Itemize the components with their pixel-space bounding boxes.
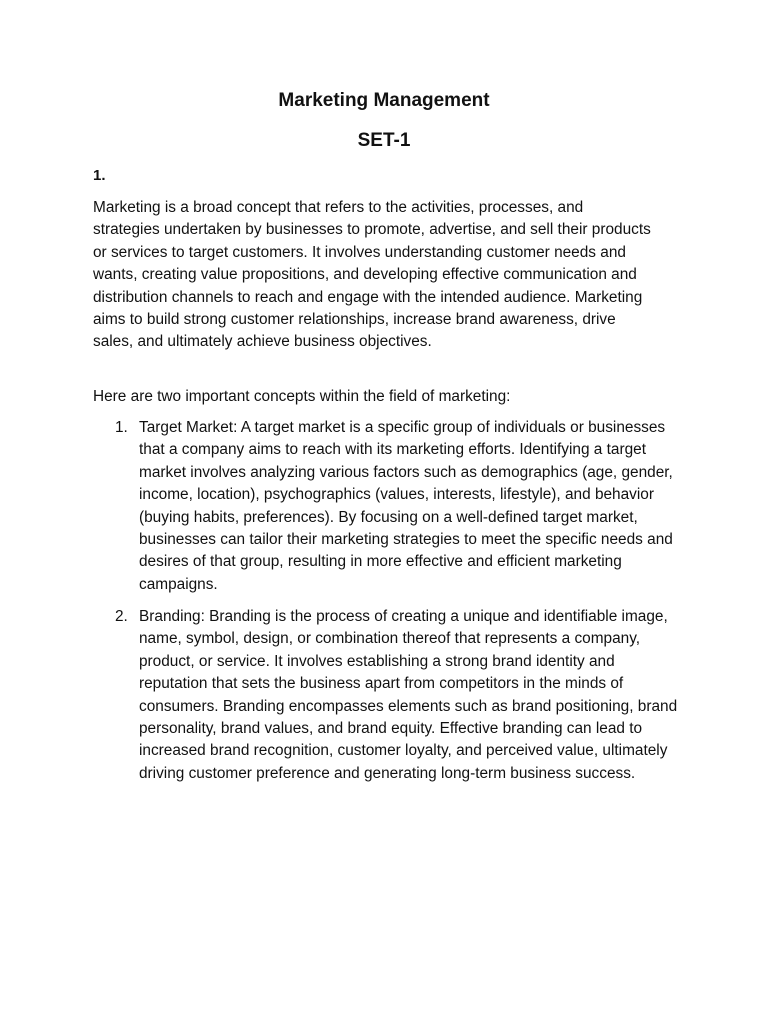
list-item (93, 606, 683, 785)
document-title: Marketing Management (278, 90, 490, 111)
concept-list-item-branding (93, 606, 683, 785)
intro-paragraph: Marketing is a broad concept that refers to the activities, processes, and strategies undertaken by businesses to promote, advertise, and sell their products or services to target customers. It involves understanding customer needs and wants, creating value propositions, and developing effective communication and distribution channels to reach and engage with the intended audience. Marketing aims to build strong customer relationships, increase brand awareness, drive sales, and ultimately achieve business objectives. (93, 199, 651, 351)
list-item-text: Branding: Branding is the process of creating a unique and identifiable image, name, symbol, design, or combination thereof that represents a company, product, or service. It involves establishing a strong brand identity and reputation that sets the business apart from competitors in the minds of consumers. Branding encompasses elements such as brand positioning, brand personality, brand values, and brand equity. Effective branding can lead to increased brand recognition, customer loyalty, and perceived value, ultimately driving customer preference and generating long-term business success. (139, 608, 678, 782)
list-item-text: Target Market: A target market is a specific group of individuals or businesses that a company aims to reach with its marketing efforts. Identifying a target market involves analyzing various factors such as demographics (age, gender, income, location), psychographics (values, interests, lifestyle), and behavior (buying habits, preferences). By focusing on a well-defined target market, businesses can tailor their marketing strategies to meet the specific needs and desires of that group, resulting in more effective and efficient marketing campaigns. (139, 419, 673, 593)
list-item (93, 417, 683, 596)
list-item-number: 1. (115, 419, 128, 436)
set-label: SET-1 (357, 130, 411, 151)
concept-list-item-target-market (93, 417, 683, 596)
list-item-number: 2. (115, 608, 128, 625)
question-number: 1. (93, 167, 106, 184)
lead-in-paragraph: Here are two important concepts within the field of marketing: (93, 388, 511, 405)
